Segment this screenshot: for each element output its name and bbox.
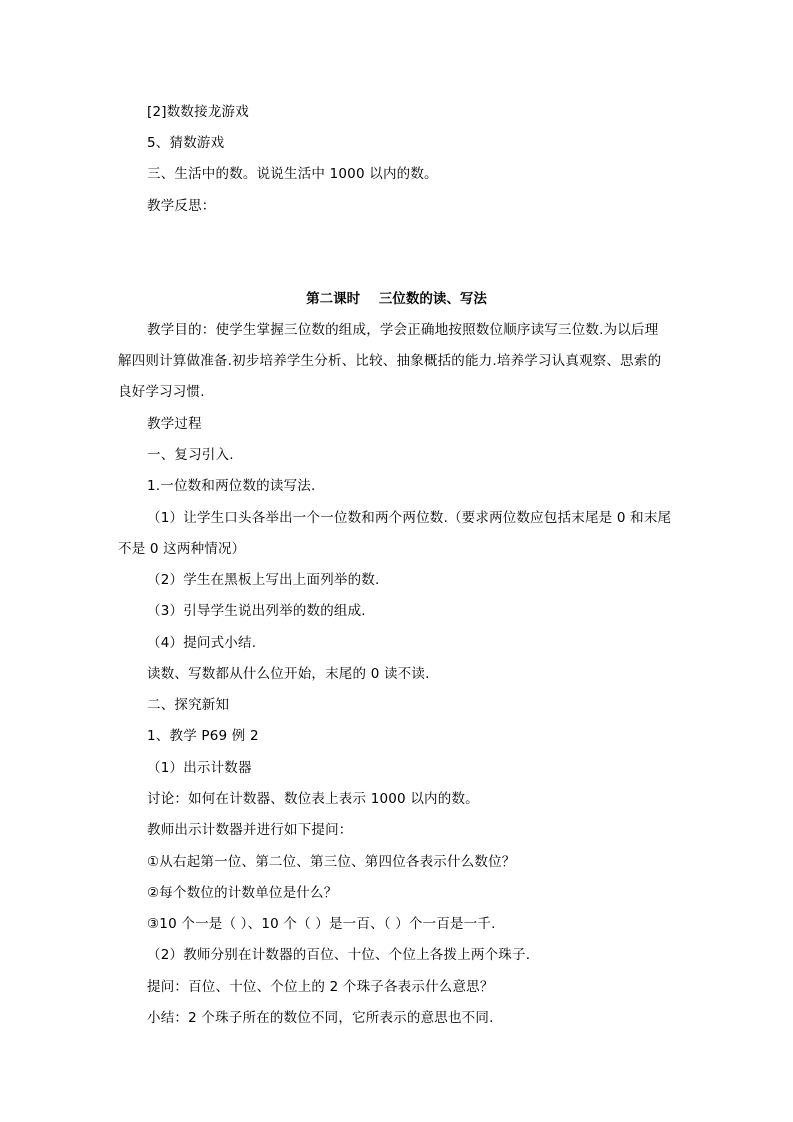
review-sub-2: （2）学生在黑板上写出上面列举的数. bbox=[147, 572, 380, 588]
question-4: 提问：百位、十位、个位上的 2 个珠子各表示什么意思？ bbox=[147, 979, 494, 995]
teacher-intro: 教师出示计数器并进行如下提问： bbox=[147, 822, 353, 838]
review-summary: 读数、写数都从什么位开始，末尾的 0 读不读. bbox=[147, 666, 430, 682]
explore-item-1: 1、教学 P69 例 2 bbox=[147, 728, 259, 744]
item-guess-game: 5、猜数游戏 bbox=[147, 135, 225, 151]
item-reflection: 教学反思： bbox=[147, 198, 216, 214]
objective-line-1: 教学目的：使学生掌握三位数的组成，学会正确地按照数位顺序读写三位数.为以后理 bbox=[147, 322, 659, 338]
item-game-chain: [2]数数接龙游戏 bbox=[147, 104, 249, 120]
question-3: ③10 个一是（ ）、10 个（ ）是一百、（ ）个一百是一千. bbox=[147, 916, 496, 932]
explore-heading: 二、探究新知 bbox=[147, 697, 230, 713]
conclusion: 小结：2 个珠子所在的数位不同，它所表示的意思也不同. bbox=[147, 1010, 494, 1026]
question-1: ①从右起第一位、第二位、第三位、第四位各表示什么数位？ bbox=[147, 854, 516, 870]
question-2: ②每个数位的计数单位是什么？ bbox=[147, 885, 338, 901]
discussion: 讨论：如何在计数器、数位表上表示 1000 以内的数。 bbox=[147, 791, 479, 807]
review-sub-3: （3）引导学生说出列举的数的组成. bbox=[147, 603, 366, 619]
explore-sub-1: （1）出示计数器 bbox=[147, 760, 252, 776]
process-heading: 教学过程 bbox=[147, 416, 202, 432]
objective-line-2: 解四则计算做准备.初步培养学生分析、比较、抽象概括的能力.培养学习认真观察、思索的 bbox=[118, 353, 662, 369]
item-life-numbers: 三、生活中的数。说说生活中 1000 以内的数。 bbox=[147, 166, 438, 182]
review-heading: 一、复习引入. bbox=[147, 447, 234, 463]
review-sub-4: （4）提问式小结. bbox=[147, 635, 257, 651]
review-sub-1-line-2: 不是 0 这两种情况） bbox=[118, 541, 246, 557]
explore-sub-2: （2）教师分别在计数器的百位、十位、个位上各拨上两个珠子. bbox=[147, 947, 531, 963]
review-item-1: 1.一位数和两位数的读写法. bbox=[147, 478, 316, 494]
review-sub-1-line-1: （1）让学生口头各举出一个一位数和两个两位数.（要求两位数应包括末尾是 0 和末尾 bbox=[147, 510, 672, 526]
lesson-title: 第二课时 三位数的读、写法 bbox=[306, 291, 487, 307]
objective-line-3: 良好学习习惯. bbox=[118, 384, 205, 400]
